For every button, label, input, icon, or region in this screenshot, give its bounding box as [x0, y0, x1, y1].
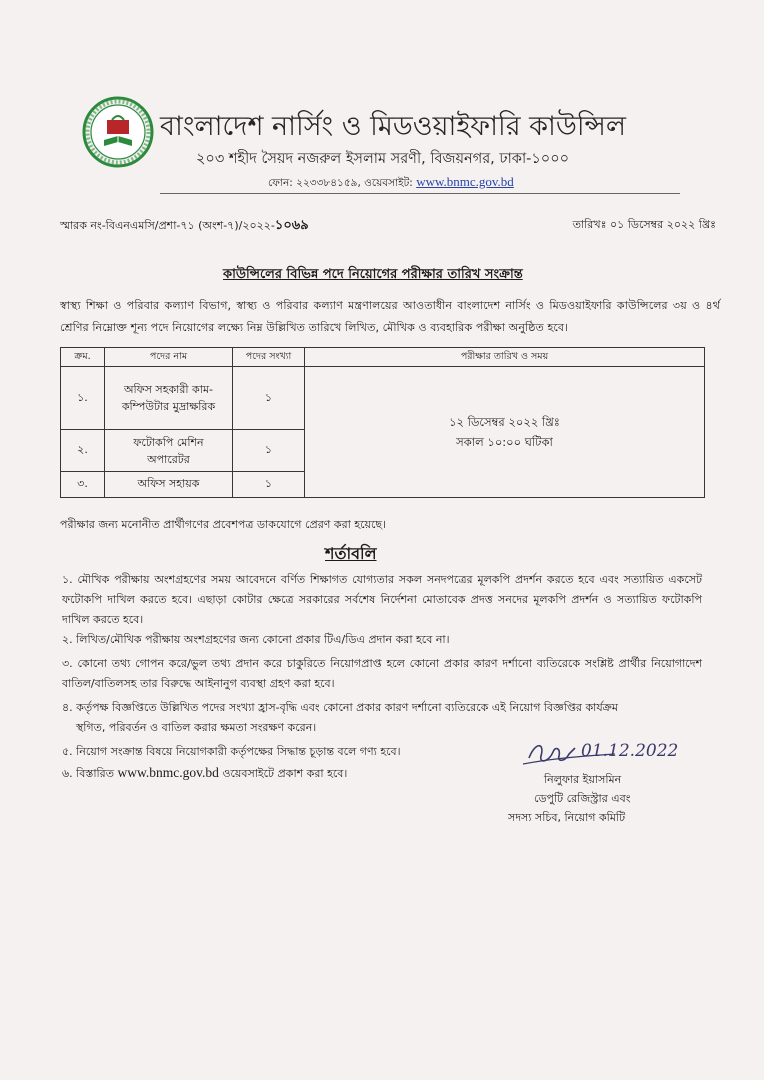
row-post-name: অফিস সহায়ক: [105, 472, 233, 498]
post-name-line: ফটোকপি মেশিন: [133, 435, 204, 449]
website-link[interactable]: www.bnmc.gov.bd: [416, 174, 514, 189]
condition-item: ২. লিখিত/মৌখিক পরীক্ষায় অংশগ্রহণের জন্য কোনো প্রকার টিএ/ডিএ প্রদান করা হবে না।: [62, 633, 450, 646]
exam-time: সকাল ১০:০০ ঘটিকা: [456, 435, 553, 449]
row-serial: ৩.: [61, 472, 105, 498]
row-post-count: ১: [233, 367, 305, 430]
contact-phone-label: ফোন: ২২৩৩৮৪১৫৯, ওয়েবসাইট:: [268, 177, 413, 189]
memo-date: তারিখঃ ০১ ডিসেম্বর ২০২২ খ্রিঃ: [572, 218, 716, 231]
signatory-committee-role: সদস্য সচিব, নিয়োগ কমিটি: [508, 811, 626, 824]
notice-subject: কাউন্সিলের বিভিন্ন পদে নিয়োগের পরীক্ষার তারিখ সংক্রান্ত: [223, 267, 523, 282]
row-post-name: [105, 430, 233, 472]
memo-reference: [60, 216, 309, 237]
signature-date: 01.12.2022: [581, 741, 679, 761]
table-header-row: [61, 348, 705, 367]
post-name-line: অফিস সহকারী কাম-: [123, 383, 214, 396]
condition-suffix: ওয়েবসাইটে প্রকাশ করা হবে।: [222, 767, 348, 780]
organization-contact: [268, 174, 688, 193]
header-post-count: পদের সংখ্যা: [233, 348, 305, 367]
website-link[interactable]: www.bnmc.gov.bd: [117, 765, 219, 780]
condition-item: ১. মৌখিক পরীক্ষায় অংশগ্রহণের সময় আবেদনে বর্ণিত শিক্ষাগত যোগ্যতার সকল সনদপত্রের মূলকপি প্রদর্শন করতে হবে এবং সত্যায়িত একসেট ফটোকপি দাখিল করতে হবে। এছাড়া কোটার ক্ষেত্রে সরকারের সর্বশেষ নির্দেশনা মোতাবেক প্রদত্ত সনদের মূলকপি প্রদর্শন ও সত্যায়িত ফটোকপি দাখিল করতে হবে।: [62, 573, 702, 626]
exam-datetime-cell: [305, 367, 705, 498]
row-post-count: ১: [233, 430, 305, 472]
exam-schedule-table: [60, 347, 705, 498]
condition-item: ৫. নিয়োগ সংক্রান্ত বিষয়ে নিয়োগকারী কর্তৃপক্ষের সিদ্ধান্ত চূড়ান্ত বলে গণ্য হবে।: [62, 745, 401, 758]
condition-prefix: ৬. বিস্তারিত: [62, 767, 114, 780]
condition-line: স্থগিত, পরিবর্তন ও বাতিল করার ক্ষমতা সংরক্ষণ করেন।: [76, 721, 317, 734]
council-logo-icon: [82, 96, 154, 168]
condition-line: ৪. কর্তৃপক্ষ বিজ্ঞপ্তিতে উল্লিখিত পদের সংখ্যা হ্রাস-বৃদ্ধি এবং কোনো প্রকার কারণ দর্শানো ব্যতিরেকে এই নিয়োগ বিজ্ঞপ্তির কার্যক্রম: [62, 701, 618, 714]
memo-reference-prefix: স্মারক নং-বিএনএমসি/প্রশা-৭১ (অংশ-৭)/২০২২-: [60, 219, 275, 232]
header-post-name: পদের নাম: [105, 348, 233, 367]
conditions-title: শর্তাবলি: [325, 544, 377, 563]
admit-card-note: পরীক্ষার জন্য মনোনীত প্রার্থীগণের প্রবেশপত্র ডাকযোগে প্রেরণ করা হয়েছে।: [60, 518, 387, 531]
header-exam-datetime: পরীক্ষার তারিখ ও সময়: [305, 348, 705, 367]
post-name-line: কম্পিউটার মুদ্রাক্ষরিক: [121, 400, 216, 413]
row-serial: ১.: [61, 367, 105, 430]
post-name-line: অপারেটর: [147, 452, 190, 466]
handwritten-signature: [515, 728, 705, 776]
signatory-name: নিলুফার ইয়াসমিন: [544, 773, 622, 786]
signatory-title: ডেপুটি রেজিস্ট্রার এবং: [534, 792, 631, 805]
header-divider: [160, 193, 680, 194]
notice-intro: স্বাস্থ্য শিক্ষা ও পরিবার কল্যাণ বিভাগ, স্বাস্থ্য ও পরিবার কল্যাণ মন্ত্রণালয়ের আওতাধীন বাংলাদেশ নার্সিং ও মিডওয়াইফারি কাউন্সিলের ৩য় ও ৪র্থ শ্রেণির নিম্নোক্ত শূন্য পদে নিয়োগের লক্ষ্যে নিম্ন উল্লিখিত তারিখে লিখিত, মৌখিক ও ব্যবহারিক পরীক্ষা অনুষ্ঠিত হবে।: [60, 299, 720, 334]
table-row: [61, 367, 705, 430]
organization-name: বাংলাদেশ নার্সিং ও মিডওয়াইফারি কাউন্সিল: [160, 111, 626, 142]
header-serial: ক্রম.: [61, 348, 105, 367]
exam-date: ১২ ডিসেম্বর ২০২২ খ্রিঃ: [449, 415, 560, 429]
row-post-count: ১: [233, 472, 305, 498]
row-serial: ২.: [61, 430, 105, 472]
memo-reference-number: ১০৬৯: [274, 218, 309, 233]
condition-item: ৩. কোনো তথ্য গোপন করে/ভুল তথ্য প্রদান করে চাকুরিতে নিয়োগপ্রাপ্ত হলে কোনো প্রকার কারণ দর্শানো ব্যতিরেকে সংশ্লিষ্ট প্রার্থীর নিয়োগাদেশ বাতিল/বাতিলসহ তার বিরুদ্ধে আইনানুগ ব্যবস্থা গ্রহণ করা হবে।: [62, 657, 702, 690]
row-post-name: [105, 367, 233, 430]
organization-address: ২০৩ শহীদ সৈয়দ নজরুল ইসলাম সরণী, বিজয়নগর, ঢাকা-১০০০: [196, 151, 570, 167]
